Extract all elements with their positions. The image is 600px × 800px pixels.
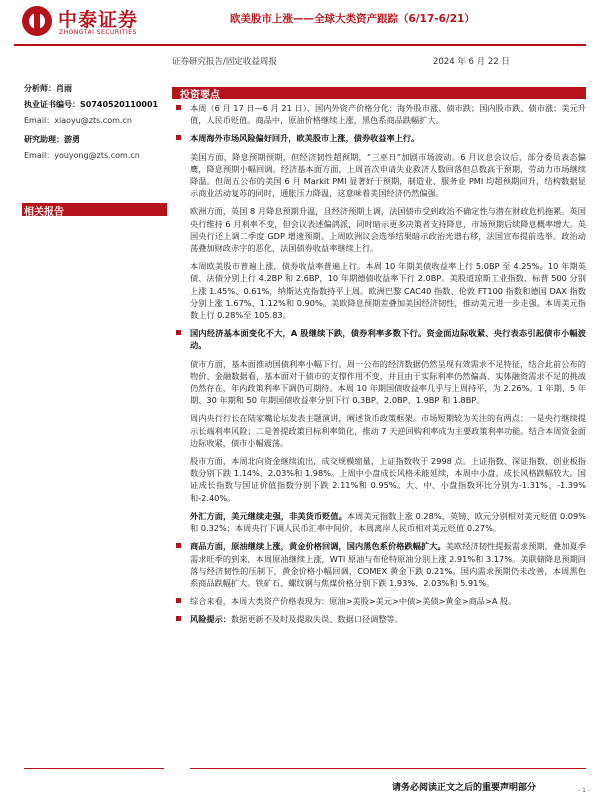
email2-row — [24, 151, 164, 162]
cert-number: S0740520110001 — [80, 99, 159, 109]
fx-body: 本周美元指数上涨 0.28%，英镑、欧元分别相对美元贬值 0.09%和 0.32%；本周央行下调人民币汇率中间价，本周离岸人民币相对美元贬值 0.27%。 — [190, 510, 586, 534]
paragraph-fx — [172, 510, 586, 534]
assistant-row — [24, 135, 164, 146]
bullet-risk — [172, 613, 586, 625]
conclusion-text: 综合来看，本周大类资产价格表现为：原油>美股>美元>中债>美债>黄金>商品>A 股。 — [190, 596, 517, 607]
cert-label: 执业证书编号： — [24, 99, 80, 109]
bullet-square-icon — [176, 616, 181, 621]
key-points-label: 投资要点 — [180, 90, 220, 101]
company-logo — [22, 4, 192, 40]
bullet-domestic — [172, 327, 586, 351]
paragraph-bonds: 债市方面，基本面推动国债利率小幅下行。周一公布的经济数据仍然呈现有效需求不足特征，结合此前公布的物价、金融数据看，基本面对于债市的支撑作用不变，并且由于实际利率仍然偏高、实体融资需求不足的挑战仍然存在，年内政策利率下调仍可期待。本周 10 年期国债收益率几乎与上周持平，为 2.26%。1 年期、5 年期、30 年期和 50 年期国债收益率分别下行 0.3BP、2.0BP、1.9BP 和 1.8BP。 — [190, 358, 586, 406]
report-body — [172, 102, 586, 632]
paragraph-markets: 本周欧美股市普遍上涨，债券收益率普遍上行。本周 10 年期美债收益率上行 5.0BP 至 4.25%。10 年期英债、法债分别上行 4.2BP 和 2.6BP，10 年期德债收益率下行 2.0BP。美股道琼斯工业指数、标普 500 分别上涨 1.45%、0.61%，纳斯达克指数持平上周。欧洲巴黎 CAC40 指数、伦敦 FT100 指数和德国 DAX 指数分别上涨 1.67%、1.12%和 0.90%。美欧降息预期差叠加美国经济韧性，推动美元进一步走强。本周美元指数上行 0.28%至 105.83。 — [190, 261, 586, 321]
commodities-heading: 商品方面，原油继续上涨，黄金价格回调，国内黑色系价格跌幅扩大。 — [190, 541, 446, 552]
bullet-square-icon — [176, 330, 181, 335]
analyst-name: 肖雨 — [56, 84, 72, 93]
bullet-commodities — [172, 540, 586, 589]
cert-row — [24, 100, 164, 111]
paragraph-us: 美国方面，降息预期预期，但经济韧性超预期，“三巫日”加剧市场波动。6 月议息会议后，部分委员表态偏鹰，降息预期小幅回调。经济基本面方面，上周首次申请失业救济人数回落但总数高于预期，劳动力市场继续降温。但周五公布的美国 6 月 Markit PMI 显著好于预期，制造业、服务业 PMI 均超预期回升，结构数据显示商业活动复苏的同时，通胀压力降温，这意味着美国经济仍然偏强。 — [190, 151, 586, 199]
email-row — [24, 116, 164, 127]
related-reports-bar — [22, 203, 167, 216]
paragraph-stocks: 股市方面，本周北向资金继续流出，成交规模缩量，上证指数收于 2998 点。上证指数、深证指数、创业板指数分别下跌 1.14%、2.03%和 1.98%。上周中小盘成长风格未能延续，本周中小盘、成长风格跌幅较大。国证成长指数与国证价值指数分别下跌 2.11%和 0.95%。大、中、小盘指数环比分别为-1.31%、-1.39%和-2.40%。 — [190, 456, 586, 503]
email2-label: Email： — [24, 151, 55, 161]
bullet-square-icon — [176, 105, 181, 110]
report-type: 证券研究报告/固定收益周报 — [172, 57, 277, 67]
bullet-overseas — [172, 132, 586, 144]
footer-divider-left — [24, 768, 164, 769]
domestic-heading: 国内经济基本面变化不大，A 股继续下跌，债券利率多数下行。资金面边际收紧、央行表态引起债市小幅波动。 — [190, 328, 586, 351]
bullet-square-icon — [176, 598, 181, 603]
bullet-conclusion — [172, 595, 586, 607]
commodities-body: 美欧经济韧性提振需求预期，叠加夏季需求旺季的到来，本周原油继续上涨，WTI 原油与布伦特原油分别上涨 2.91%和 3.17%。美联储降息预期回落与经济韧性的压制下，黄金价格小幅回调，COMEX 黄金下跌 0.21%。国内需求预期仍未改善，本周黑色系商品跌幅扩大。铁矿石、螺纹钢与焦煤价格分别下跌 1.93%、2.03%和 5.91%。 — [190, 541, 586, 588]
overseas-heading: 本周海外市场风险偏好回升，欧美股市上涨，债券收益率上行。 — [190, 133, 420, 144]
logo-name-cn: 中泰证券 — [58, 9, 139, 31]
related-reports-label: 相关报告 — [24, 207, 64, 218]
analyst-email[interactable]: xiaoyu@zts.com.cn — [54, 115, 132, 125]
footer-divider — [190, 768, 586, 769]
logo-name-en: ZHONGTAI SECURITIES — [59, 29, 137, 36]
email-label: Email： — [24, 115, 55, 125]
fx-heading: 外汇方面，美元继续走强，非美货币贬值。 — [190, 510, 347, 521]
analyst-label: 分析师： — [24, 84, 56, 93]
risk-body: 数据更新不及时及提取失误、数据口径调整等。 — [230, 614, 403, 625]
analyst-row — [24, 84, 164, 95]
assistant-label: 研究助理： — [24, 135, 64, 145]
paragraph-central-bank: 周内央行行长在陆家嘴论坛发表主题演讲，阐述货币政策框架。市场短期较为关注的有两点：一是央行继续提示长端利率风险；二是普提政策目标利率简化，推动 7 天逆回购利率成为主要政策利率功能。结合本周资金面边际收紧，债市小幅震荡。 — [190, 413, 586, 448]
bullet-summary — [172, 102, 586, 126]
summary-text: 本周（6 月 17 日—6 月 21 日），国内外资产价格分化：海外股市涨、债市跌；国内股市跌、债市涨；美元升值，人民币贬值。商品中，原油价格继续上涨，黑色系商品跌幅扩大。 — [190, 103, 586, 126]
risk-heading: 风险提示： — [190, 614, 231, 625]
assistant-email[interactable]: youyong@zts.com.cn — [54, 151, 140, 161]
logo-mark-icon — [22, 6, 52, 36]
bullet-square-icon — [176, 543, 181, 548]
header — [0, 0, 600, 44]
footer-disclaimer[interactable]: 请务必阅读正文之后的重要声明部分 — [392, 783, 537, 793]
paragraph-europe: 欧洲方面，英国 8 月降息预期升温，且经济预期上调，法国债市受到政治不确定性与潜在财政危机拖累。英国央行维持 6 月利率不变，但会议表述偏鸽派，同时暗示更多决策者支持降息，市场预期后续降息概率增大。英国央行还上调二季度 GDP 增速预期。上周欧洲议会选举结果暗示政治光谱右移，法国宣布提前选举。政治动荡叠加财政赤字的恶化，法国债券收益率继续上行。 — [190, 206, 586, 254]
bullet-square-icon — [176, 135, 181, 140]
header-divider — [14, 44, 586, 46]
assistant-name: 游勇 — [64, 135, 80, 145]
page-number: - 1 - — [578, 787, 590, 794]
key-points-bar — [172, 87, 586, 99]
report-title: 欧美股市上涨——全球大类资产跟踪（6/17-6/21） — [230, 13, 475, 25]
analyst-panel — [24, 84, 164, 167]
report-date: 2024 年 6 月 22 日 — [433, 57, 510, 67]
